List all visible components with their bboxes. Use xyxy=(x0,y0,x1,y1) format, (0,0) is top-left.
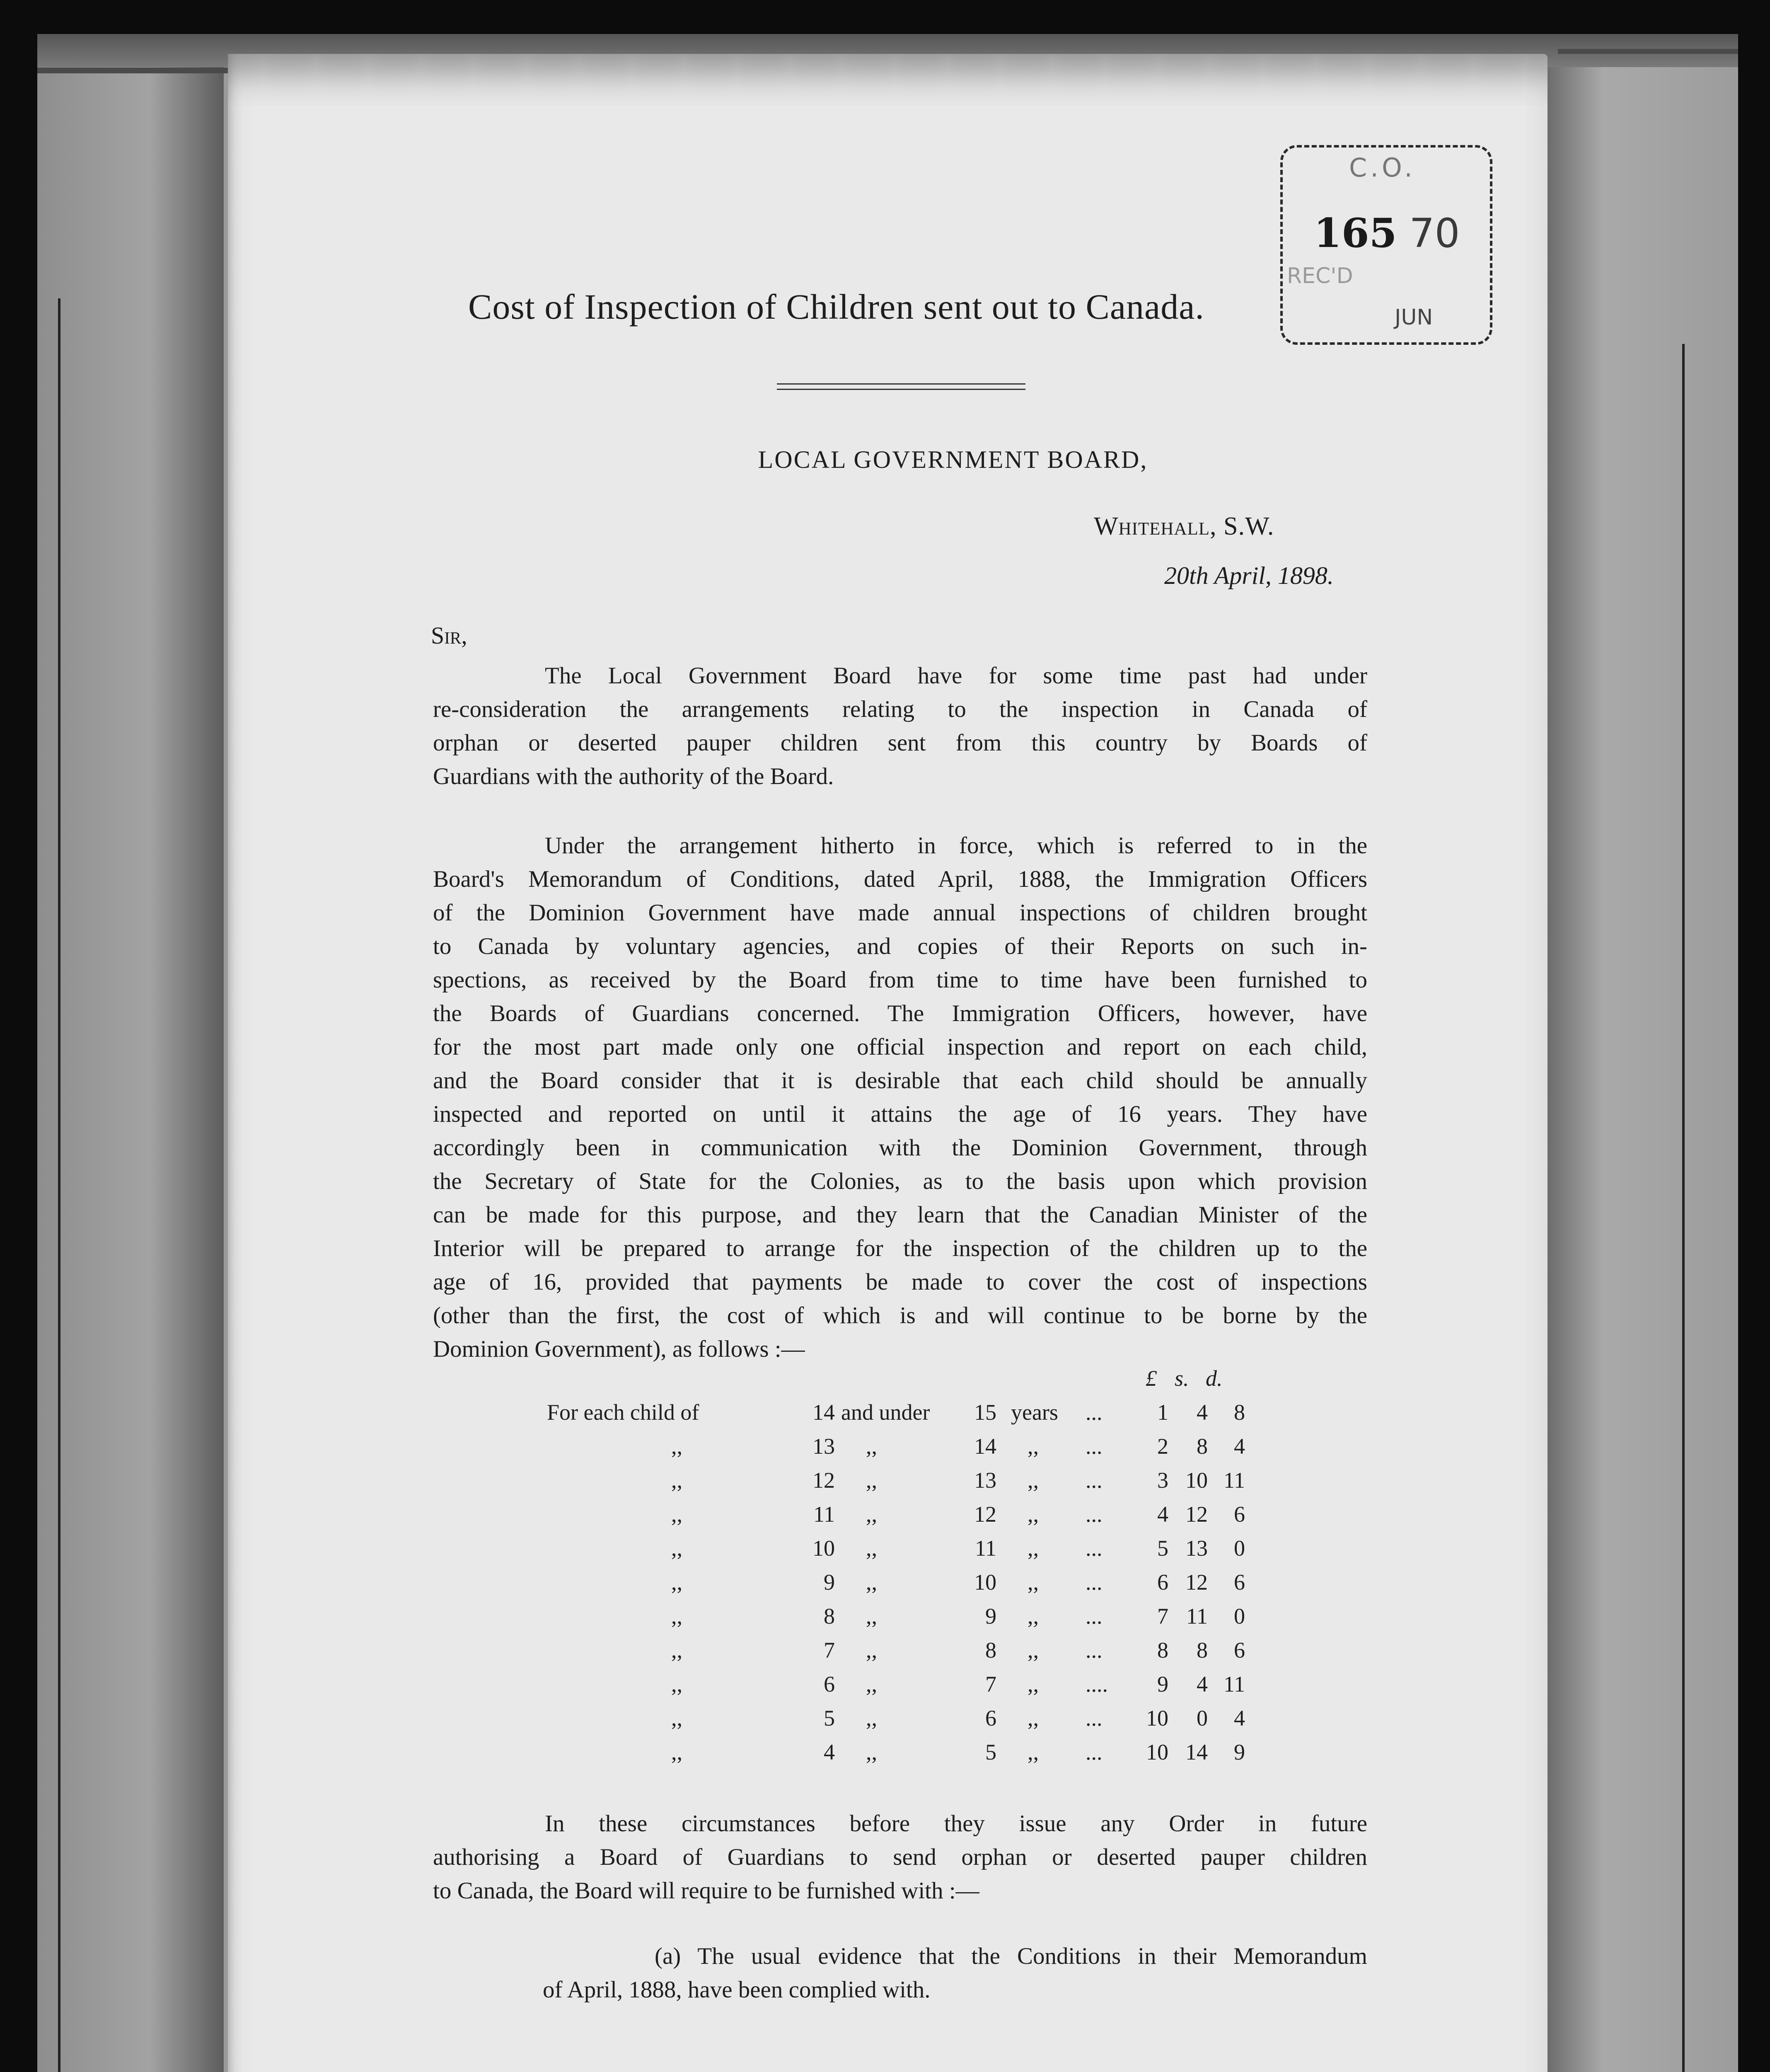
cost-pence: 4 xyxy=(1234,1434,1245,1459)
age-to: 8 xyxy=(985,1638,996,1663)
cost-pounds: 10 xyxy=(1146,1740,1168,1765)
stamp-number-rest: 70 xyxy=(1409,210,1460,257)
sender-name: LOCAL GOVERNMENT BOARD, xyxy=(758,446,1148,473)
years-label: ,, xyxy=(1028,1570,1039,1595)
cost-shillings: 10 xyxy=(1185,1468,1208,1493)
row-lead: For each child of xyxy=(547,1400,699,1425)
age-from: 13 xyxy=(812,1434,835,1459)
row-lead: ,, xyxy=(671,1502,682,1527)
years-label: ,, xyxy=(1028,1706,1039,1731)
header-pounds: £ xyxy=(1146,1366,1157,1391)
paragraph-2 xyxy=(433,829,1367,1366)
age-to: 11 xyxy=(975,1536,996,1561)
cost-shillings: 4 xyxy=(1197,1400,1208,1425)
paragraph-line: and the Board consider that it is desirable that each child should be annually xyxy=(433,1067,1367,1094)
cost-pence: 6 xyxy=(1234,1502,1245,1527)
age-to: 6 xyxy=(985,1706,996,1731)
cost-shillings: 12 xyxy=(1185,1570,1208,1595)
and-under: ,, xyxy=(866,1706,877,1731)
paragraph-line: the Secretary of State for the Colonies, as to the basis upon which provision xyxy=(433,1168,1367,1194)
and-under: ,, xyxy=(866,1536,877,1561)
backing-board-right xyxy=(1545,34,1738,2072)
header-shillings: s. xyxy=(1175,1366,1189,1391)
cost-pence: 6 xyxy=(1234,1638,1245,1663)
fee-table-row xyxy=(539,1467,1409,1501)
stamp-office: C.O. xyxy=(1349,152,1416,183)
age-from: 8 xyxy=(824,1604,835,1629)
paragraph-line: to Canada, the Board will require to be furnished with :— xyxy=(433,1878,979,1904)
stamp-number-bold: 165 xyxy=(1314,210,1397,257)
leader-dots: ... xyxy=(1086,1434,1103,1459)
age-to: 10 xyxy=(974,1570,996,1595)
cost-shillings: 14 xyxy=(1185,1740,1208,1765)
letter-date: 20th April, 1898. xyxy=(1164,562,1334,589)
fee-table-row xyxy=(539,1671,1409,1705)
cost-pounds: 3 xyxy=(1157,1468,1168,1493)
cost-pence: 0 xyxy=(1234,1604,1245,1629)
leader-dots: ... xyxy=(1086,1638,1103,1663)
fee-table-row xyxy=(539,1637,1409,1671)
salutation: Sir, xyxy=(431,622,467,649)
paragraph-line: to Canada by voluntary agencies, and copies of their Reports on such in- xyxy=(433,933,1367,959)
paragraph-line: of April, 1888, have been complied with. xyxy=(543,1977,931,2003)
row-lead: ,, xyxy=(671,1536,682,1561)
cost-pounds: 10 xyxy=(1146,1706,1168,1731)
cost-pence: 0 xyxy=(1234,1536,1245,1561)
cost-shillings: 13 xyxy=(1185,1536,1208,1561)
and-under: ,, xyxy=(866,1740,877,1765)
age-from: 11 xyxy=(813,1502,835,1527)
fee-table-row xyxy=(539,1399,1409,1433)
row-lead: ,, xyxy=(671,1570,682,1595)
paragraph-line: orphan or deserted pauper children sent from this country by Boards of xyxy=(433,730,1367,756)
fee-table-row xyxy=(539,1501,1409,1535)
backing-board-left xyxy=(37,34,224,2072)
leader-dots: ... xyxy=(1086,1536,1103,1561)
age-from: 12 xyxy=(812,1468,835,1493)
leader-dots: ... xyxy=(1086,1400,1103,1425)
paragraph-line: the Boards of Guardians concerned. The Immigration Officers, however, have xyxy=(433,1000,1367,1026)
header-pence: d. xyxy=(1206,1366,1223,1391)
margin-rule-right xyxy=(1682,344,1685,2072)
paragraph-line: re-consideration the arrangements relating to the inspection in Canada of xyxy=(433,696,1367,722)
cost-pounds: 7 xyxy=(1157,1604,1168,1629)
paragraph-line: of the Dominion Government have made annual inspections of children brought xyxy=(433,900,1367,926)
leader-dots: ... xyxy=(1086,1502,1103,1527)
row-lead: ,, xyxy=(671,1638,682,1663)
row-lead: ,, xyxy=(671,1434,682,1459)
cost-shillings: 4 xyxy=(1197,1672,1208,1697)
age-to: 14 xyxy=(974,1434,996,1459)
fee-table-row xyxy=(539,1535,1409,1569)
cost-pounds: 4 xyxy=(1157,1502,1168,1527)
years-label: ,, xyxy=(1028,1434,1039,1459)
years-label: ,, xyxy=(1028,1468,1039,1493)
paragraph-line: Interior will be prepared to arrange for the inspection of the children up to the xyxy=(433,1235,1367,1261)
leader-dots: ... xyxy=(1086,1570,1103,1595)
cost-pence: 4 xyxy=(1234,1706,1245,1731)
cost-shillings: 11 xyxy=(1186,1604,1208,1629)
age-from: 9 xyxy=(824,1570,835,1595)
paragraph-3 xyxy=(433,1807,1367,1907)
leader-dots: ... xyxy=(1086,1740,1103,1765)
age-from: 6 xyxy=(824,1672,835,1697)
paragraph-line: inspected and reported on until it attains the age of 16 years. They have xyxy=(433,1101,1367,1127)
age-to: 5 xyxy=(985,1740,996,1765)
cost-pence: 6 xyxy=(1234,1570,1245,1595)
stamp-month: JUN xyxy=(1395,305,1433,330)
fee-table-row xyxy=(539,1739,1409,1773)
paragraph-1 xyxy=(433,659,1367,793)
cost-pounds: 8 xyxy=(1157,1638,1168,1663)
and-under: ,, xyxy=(866,1434,877,1459)
cost-pounds: 6 xyxy=(1157,1570,1168,1595)
and-under: ,, xyxy=(866,1604,877,1629)
paragraph-line: (other than the first, the cost of which is and will continue to be borne by the xyxy=(433,1302,1367,1329)
leader-dots: ... xyxy=(1086,1706,1103,1731)
cost-pence: 11 xyxy=(1224,1672,1245,1697)
paragraph-line: age of 16, provided that payments be made to cover the cost of inspections xyxy=(433,1269,1367,1295)
years-label: ,, xyxy=(1028,1672,1039,1697)
paragraph-line: In these circumstances before they issue any Order in future xyxy=(545,1811,1367,1837)
cost-shillings: 12 xyxy=(1185,1502,1208,1527)
paragraph-4-item-a xyxy=(543,1939,1367,2007)
age-from: 10 xyxy=(812,1536,835,1561)
cost-pounds: 2 xyxy=(1157,1434,1168,1459)
age-from: 7 xyxy=(824,1638,835,1663)
paragraph-line: The Local Government Board have for some time past had under xyxy=(545,663,1367,689)
sender-address xyxy=(1094,512,1274,541)
row-lead: ,, xyxy=(671,1604,682,1629)
paragraph-line: Board's Memorandum of Conditions, dated April, 1888, the Immigration Officers xyxy=(433,866,1367,892)
fee-table-row xyxy=(539,1433,1409,1467)
paragraph-line: (a) The usual evidence that the Conditions in their Memorandum xyxy=(655,1943,1367,1969)
paragraph-line: Guardians with the authority of the Board. xyxy=(433,763,834,789)
age-to: 13 xyxy=(974,1468,996,1493)
paragraph-line: authorising a Board of Guardians to send orphan or deserted pauper children xyxy=(433,1844,1367,1870)
cost-shillings: 0 xyxy=(1197,1706,1208,1731)
age-from: 14 xyxy=(812,1400,835,1425)
backing-edge-right xyxy=(1558,49,1738,54)
age-from: 4 xyxy=(824,1740,835,1765)
cost-pounds: 5 xyxy=(1157,1536,1168,1561)
years-label: ,, xyxy=(1028,1536,1039,1561)
and-under: ,, xyxy=(866,1468,877,1493)
leader-dots: .... xyxy=(1086,1672,1108,1697)
fee-table-row xyxy=(539,1705,1409,1739)
paragraph-line: for the most part made only one official inspection and report on each child, xyxy=(433,1034,1367,1060)
document-title: Cost of Inspection of Children sent out to Canada. xyxy=(468,287,1204,327)
paragraph-line: can be made for this purpose, and they learn that the Canadian Minister of the xyxy=(433,1202,1367,1228)
and-under: ,, xyxy=(866,1570,877,1595)
and-under: ,, xyxy=(866,1672,877,1697)
years-label: ,, xyxy=(1028,1638,1039,1663)
cost-shillings: 8 xyxy=(1197,1434,1208,1459)
paragraph-line: Under the arrangement hitherto in force, which is referred to in the xyxy=(545,833,1367,859)
fee-table-row xyxy=(539,1569,1409,1603)
age-to: 12 xyxy=(974,1502,996,1527)
paragraph-line: spections, as received by the Board from time to time have been furnished to xyxy=(433,967,1367,993)
age-to: 9 xyxy=(985,1604,996,1629)
cost-pence: 9 xyxy=(1234,1740,1245,1765)
address-text: Whitehall, S.W. xyxy=(1094,512,1274,540)
row-lead: ,, xyxy=(671,1706,682,1731)
stamp-received: REC'D xyxy=(1287,264,1353,288)
leader-dots: ... xyxy=(1086,1604,1103,1629)
years-label: years xyxy=(1011,1400,1058,1425)
years-label: ,, xyxy=(1028,1502,1039,1527)
row-lead: ,, xyxy=(671,1740,682,1765)
paragraph-line: accordingly been in communication with the Dominion Government, through xyxy=(433,1135,1367,1161)
age-to: 7 xyxy=(985,1672,996,1697)
age-to: 15 xyxy=(974,1400,996,1425)
and-under: ,, xyxy=(866,1502,877,1527)
backing-edge-left xyxy=(37,68,228,73)
cost-shillings: 8 xyxy=(1197,1638,1208,1663)
title-double-rule xyxy=(777,383,1025,390)
cost-pounds: 1 xyxy=(1157,1400,1168,1425)
fee-table-row xyxy=(539,1603,1409,1637)
paragraph-line: Dominion Government), as follows :— xyxy=(433,1336,805,1362)
and-under: ,, xyxy=(866,1638,877,1663)
and-under: and under xyxy=(841,1400,930,1425)
years-label: ,, xyxy=(1028,1604,1039,1629)
stamp-number xyxy=(1314,210,1460,257)
leader-dots: ... xyxy=(1086,1468,1103,1493)
cost-pence: 8 xyxy=(1234,1400,1245,1425)
cost-pence: 11 xyxy=(1224,1468,1245,1493)
row-lead: ,, xyxy=(671,1672,682,1697)
age-from: 5 xyxy=(824,1706,835,1731)
years-label: ,, xyxy=(1028,1740,1039,1765)
row-lead: ,, xyxy=(671,1468,682,1493)
cost-pounds: 9 xyxy=(1157,1672,1168,1697)
margin-rule-left xyxy=(58,298,60,2072)
